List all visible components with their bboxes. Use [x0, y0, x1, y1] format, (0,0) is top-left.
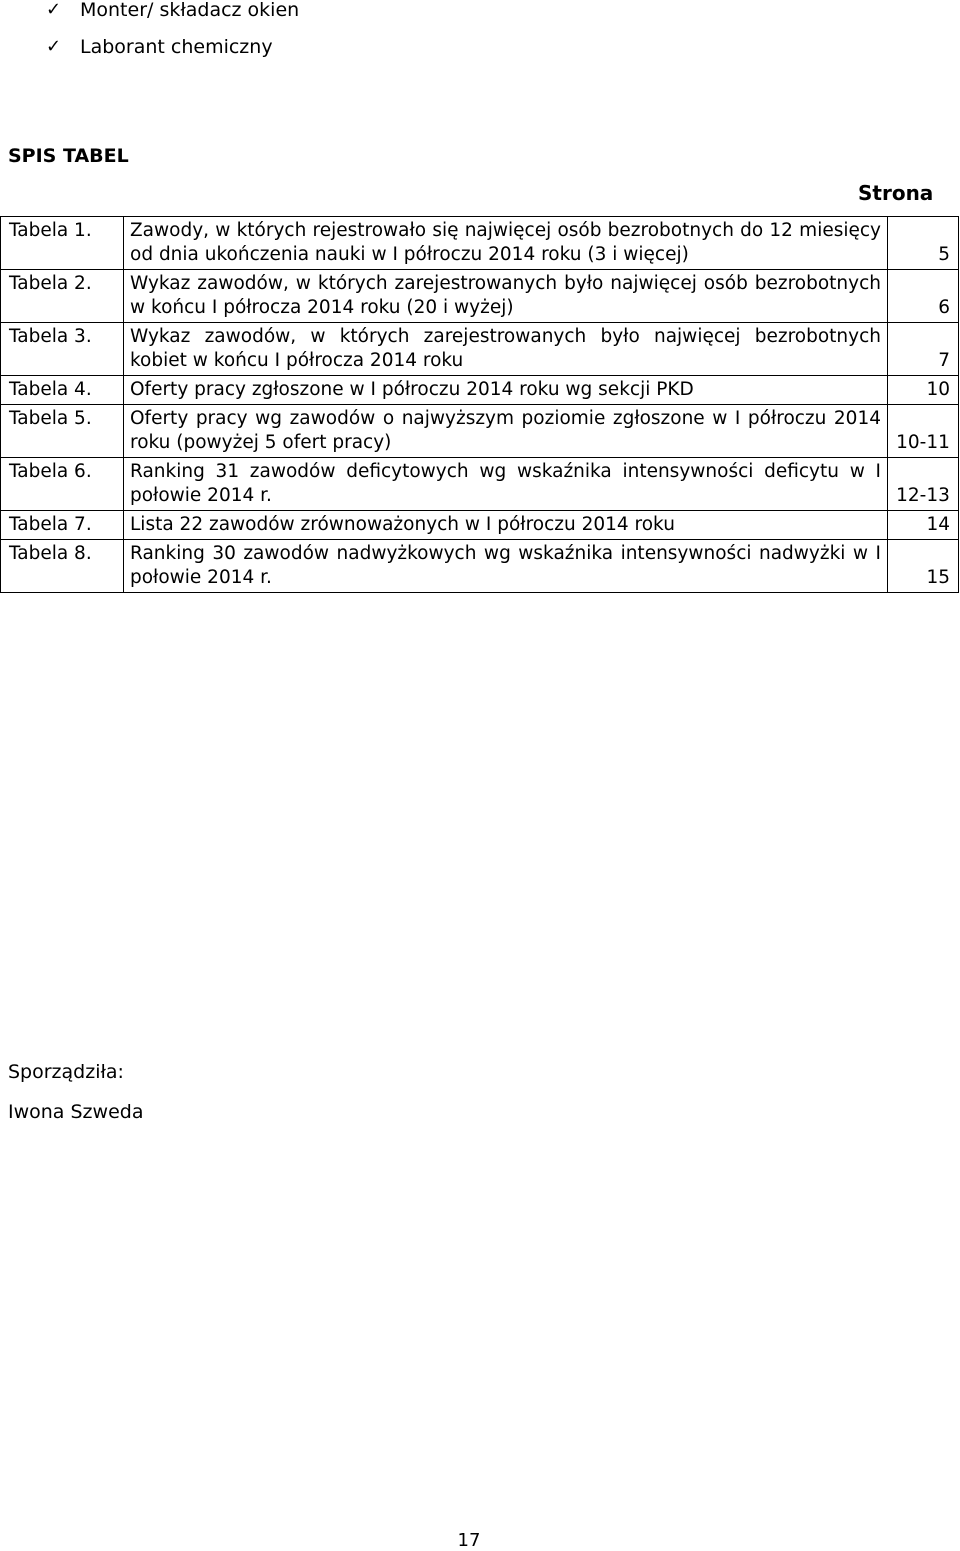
prepared-by-label: Sporządziła: [8, 1061, 124, 1083]
toc-row [1, 323, 959, 376]
toc-row [1, 376, 959, 405]
page-number: 17 [457, 1530, 481, 1551]
toc-page: 7 [888, 323, 959, 376]
toc-row [1, 217, 959, 270]
checklist-item-text: Monter/ składacz okien [80, 0, 300, 21]
toc-description: Wykaz zawodów, w których zarejestrowanych było najwięcej osób bezrobotnych w końcu I półrocza 2014 roku (20 i wyżej) [124, 270, 888, 323]
toc-label: Tabela 2. [1, 270, 124, 323]
page-column-label: Strona [858, 181, 934, 205]
toc-description: Zawody, w których rejestrowało się najwięcej osób bezrobotnych do 12 miesięcy od dnia ukończenia nauki w I półroczu 2014 roku (3 i więcej) [124, 217, 888, 270]
toc-label: Tabela 7. [1, 511, 124, 540]
toc-page: 14 [888, 511, 959, 540]
prepared-by-name: Iwona Szweda [8, 1101, 144, 1123]
toc-label: Tabela 3. [1, 323, 124, 376]
checklist-item [46, 0, 299, 37]
toc-row [1, 270, 959, 323]
toc-description: Lista 22 zawodów zrównoważonych w I półroczu 2014 roku [124, 511, 888, 540]
toc-description: Oferty pracy wg zawodów o najwyższym poziomie zgłoszone w I półroczu 2014 roku (powyżej 5 ofert pracy) [124, 405, 888, 458]
toc-row [1, 458, 959, 511]
check-icon: ✓ [46, 36, 62, 57]
toc-description: Ranking 30 zawodów nadwyżkowych wg wskaźnika intensywności nadwyżki w I połowie 2014 r. [124, 540, 888, 593]
toc-page: 15 [888, 540, 959, 593]
toc-page: 12-13 [888, 458, 959, 511]
checklist-item-text: Laborant chemiczny [80, 36, 273, 58]
toc-label: Tabela 4. [1, 376, 124, 405]
table-of-contents [0, 216, 959, 593]
section-title: SPIS TABEL [8, 145, 129, 167]
toc-label: Tabela 5. [1, 405, 124, 458]
check-icon: ✓ [46, 0, 62, 20]
toc-description: Wykaz zawodów, w których zarejestrowanych było najwięcej bezrobotnych kobiet w końcu I półrocza 2014 roku [124, 323, 888, 376]
toc-row [1, 511, 959, 540]
toc-label: Tabela 8. [1, 540, 124, 593]
toc-label: Tabela 1. [1, 217, 124, 270]
toc-row [1, 405, 959, 458]
checklist-item [46, 37, 299, 74]
toc-page: 5 [888, 217, 959, 270]
toc-page: 6 [888, 270, 959, 323]
toc-page: 10 [888, 376, 959, 405]
toc-page: 10-11 [888, 405, 959, 458]
toc-label: Tabela 6. [1, 458, 124, 511]
toc-description: Ranking 31 zawodów deficytowych wg wskaźnika intensywności deficytu w I połowie 2014 r. [124, 458, 888, 511]
toc-row [1, 540, 959, 593]
checklist [46, 0, 299, 74]
prepared-by-block [8, 1060, 143, 1140]
toc-description: Oferty pracy zgłoszone w I półroczu 2014 roku wg sekcji PKD [124, 376, 888, 405]
